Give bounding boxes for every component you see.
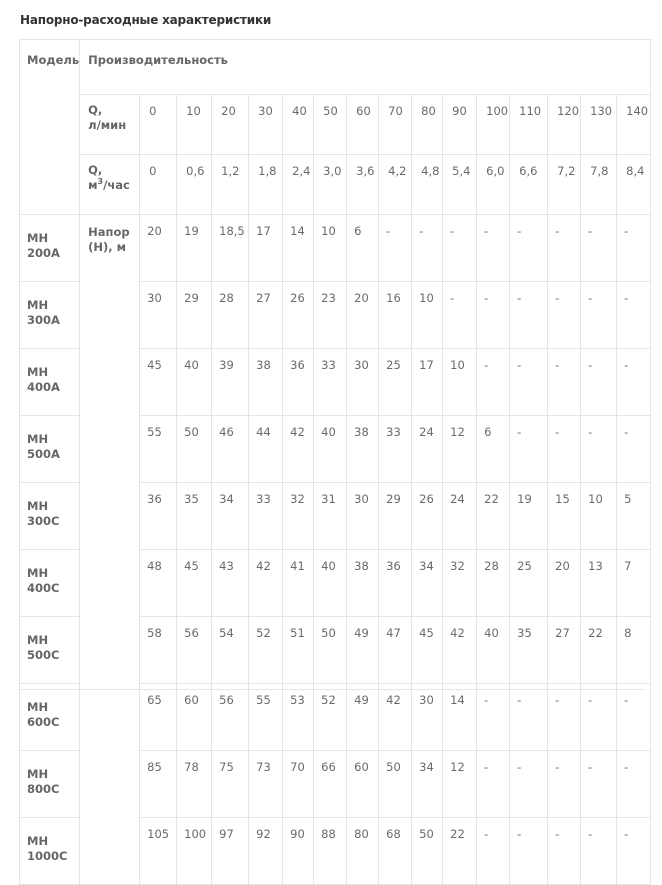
head-value-cell: 20 <box>140 215 177 282</box>
head-value-cell: 40 <box>477 617 510 684</box>
head-value-cell: 36 <box>140 483 177 550</box>
head-value-cell: 54 <box>212 617 249 684</box>
head-value-cell: 30 <box>412 684 443 751</box>
head-value-cell: - <box>510 818 548 885</box>
head-value-cell: 6 <box>477 416 510 483</box>
head-value-cell: 44 <box>249 416 283 483</box>
head-value-cell: - <box>510 349 548 416</box>
head-value-cell: - <box>581 751 617 818</box>
table-bottom-border <box>19 689 645 690</box>
head-value-cell: 10 <box>412 282 443 349</box>
head-value-cell: - <box>617 416 651 483</box>
head-value-cell: 34 <box>412 751 443 818</box>
head-value-cell: 22 <box>477 483 510 550</box>
head-value-cell: - <box>581 416 617 483</box>
head-value-cell: 32 <box>443 550 477 617</box>
head-value-cell: 17 <box>412 349 443 416</box>
model-name-prefix: MH <box>27 231 49 245</box>
flow-lmin-cell: 80 <box>412 95 443 155</box>
flow-lmin-cell: 90 <box>443 95 477 155</box>
flow-lmin-row <box>20 95 651 155</box>
flow-lmin-cell: 140 <box>617 95 651 155</box>
performance-table <box>19 39 651 885</box>
head-value-cell: 60 <box>177 684 212 751</box>
head-value-cell: 60 <box>347 751 379 818</box>
head-value-cell: 58 <box>140 617 177 684</box>
head-value-cell: 52 <box>249 617 283 684</box>
head-value-cell: 28 <box>477 550 510 617</box>
head-value-cell: - <box>443 215 477 282</box>
head-value-cell: 30 <box>347 349 379 416</box>
head-label-text: Напор <box>88 225 130 239</box>
flow-lmin-cell: 30 <box>249 95 283 155</box>
model-name-prefix: MH <box>27 834 49 848</box>
flow-m3h-cell: 5,4 <box>443 155 477 215</box>
head-value-cell: - <box>443 282 477 349</box>
head-value-cell: 55 <box>249 684 283 751</box>
head-value-cell: - <box>510 751 548 818</box>
head-value-cell: - <box>412 215 443 282</box>
head-value-cell: 31 <box>314 483 347 550</box>
head-value-cell: 22 <box>581 617 617 684</box>
head-value-cell: 51 <box>283 617 314 684</box>
head-value-cell: 35 <box>510 617 548 684</box>
head-value-cell: - <box>477 215 510 282</box>
head-value-cell: 56 <box>212 684 249 751</box>
head-value-cell: - <box>581 282 617 349</box>
head-value-cell: - <box>581 818 617 885</box>
head-value-cell: 5 <box>617 483 651 550</box>
head-value-cell: 38 <box>347 550 379 617</box>
head-label-cell <box>80 215 140 885</box>
head-value-cell: - <box>548 416 581 483</box>
head-value-cell: 23 <box>314 282 347 349</box>
head-value-cell: 49 <box>347 617 379 684</box>
flow-lmin-cell: 60 <box>347 95 379 155</box>
head-value-cell: 25 <box>510 550 548 617</box>
head-value-cell: 97 <box>212 818 249 885</box>
model-cell <box>20 483 80 550</box>
head-value-cell: 70 <box>283 751 314 818</box>
flow-lmin-label-unit: л/мин <box>88 118 127 132</box>
head-value-cell: 45 <box>140 349 177 416</box>
head-value-cell: - <box>617 282 651 349</box>
flow-m3h-cell: 7,8 <box>581 155 617 215</box>
head-value-cell: 27 <box>548 617 581 684</box>
model-cell <box>20 550 80 617</box>
head-value-cell: 17 <box>249 215 283 282</box>
head-value-cell: 14 <box>283 215 314 282</box>
flow-m3h-cell: 6,0 <box>477 155 510 215</box>
flow-lmin-cell: 0 <box>140 95 177 155</box>
head-value-cell: 45 <box>412 617 443 684</box>
head-value-cell: 19 <box>177 215 212 282</box>
head-value-cell: 15 <box>548 483 581 550</box>
head-value-cell: 90 <box>283 818 314 885</box>
head-value-cell: 85 <box>140 751 177 818</box>
head-value-cell: 80 <box>347 818 379 885</box>
head-value-cell: 46 <box>212 416 249 483</box>
flow-m3h-cell: 7,2 <box>548 155 581 215</box>
head-value-cell: 16 <box>379 282 412 349</box>
table-row <box>20 215 651 282</box>
head-value-cell: - <box>581 684 617 751</box>
head-value-cell: 35 <box>177 483 212 550</box>
model-name-prefix: MH <box>27 633 49 647</box>
head-value-cell: - <box>617 215 651 282</box>
flow-lmin-cell: 130 <box>581 95 617 155</box>
head-value-cell: - <box>617 349 651 416</box>
model-name-prefix: MH <box>27 432 49 446</box>
head-value-cell: - <box>548 751 581 818</box>
head-value-cell: 26 <box>412 483 443 550</box>
model-name-code: 800C <box>27 782 60 796</box>
model-name-prefix: MH <box>27 700 49 714</box>
flow-m3h-row <box>20 155 651 215</box>
head-value-cell: 92 <box>249 818 283 885</box>
head-value-cell: 42 <box>249 550 283 617</box>
model-name-prefix: MH <box>27 566 49 580</box>
model-cell <box>20 349 80 416</box>
head-value-cell: 75 <box>212 751 249 818</box>
head-value-cell: 42 <box>379 684 412 751</box>
flow-m3h-cell: 1,8 <box>249 155 283 215</box>
model-name-code: 1000C <box>27 849 68 863</box>
flow-lmin-cell: 50 <box>314 95 347 155</box>
head-value-cell: 20 <box>548 550 581 617</box>
head-value-cell: 66 <box>314 751 347 818</box>
head-value-cell: 33 <box>379 416 412 483</box>
head-value-cell: 10 <box>314 215 347 282</box>
head-value-cell: 68 <box>379 818 412 885</box>
head-value-cell: 24 <box>412 416 443 483</box>
head-value-cell: - <box>379 215 412 282</box>
header-row <box>20 40 651 95</box>
head-value-cell: - <box>510 282 548 349</box>
head-value-cell: 36 <box>379 550 412 617</box>
head-value-cell: 48 <box>140 550 177 617</box>
model-name-prefix: MH <box>27 298 49 312</box>
head-value-cell: 20 <box>347 282 379 349</box>
head-value-cell: 29 <box>379 483 412 550</box>
head-value-cell: 34 <box>412 550 443 617</box>
head-value-cell: 42 <box>443 617 477 684</box>
flow-lmin-label-q: Q, <box>88 103 103 117</box>
head-value-cell: 7 <box>617 550 651 617</box>
head-value-cell: 14 <box>443 684 477 751</box>
head-value-cell: - <box>617 684 651 751</box>
head-value-cell: 18,5 <box>212 215 249 282</box>
head-value-cell: 38 <box>347 416 379 483</box>
head-value-cell: 88 <box>314 818 347 885</box>
head-value-cell: - <box>510 215 548 282</box>
head-value-cell: 40 <box>314 416 347 483</box>
head-value-cell: 45 <box>177 550 212 617</box>
flow-m3h-cell: 0 <box>140 155 177 215</box>
head-value-cell: - <box>510 416 548 483</box>
head-value-cell: 40 <box>177 349 212 416</box>
model-cell <box>20 818 80 885</box>
model-name-prefix: MH <box>27 499 49 513</box>
performance-header: Производительность <box>80 40 651 95</box>
head-value-cell: 55 <box>140 416 177 483</box>
head-value-cell: 40 <box>314 550 347 617</box>
model-name-prefix: MH <box>27 365 49 379</box>
model-cell <box>20 684 80 751</box>
head-value-cell: 33 <box>314 349 347 416</box>
head-value-cell: - <box>617 751 651 818</box>
head-value-cell: 29 <box>177 282 212 349</box>
head-value-cell: - <box>477 349 510 416</box>
head-value-cell: 34 <box>212 483 249 550</box>
head-value-cell: - <box>548 684 581 751</box>
head-label-unit: (H), м <box>88 240 127 254</box>
head-value-cell: 32 <box>283 483 314 550</box>
flow-lmin-cell: 110 <box>510 95 548 155</box>
head-value-cell: - <box>510 684 548 751</box>
head-value-cell: - <box>617 818 651 885</box>
flow-m3h-cell: 2,4 <box>283 155 314 215</box>
flow-m3h-cell: 4,8 <box>412 155 443 215</box>
head-value-cell: 13 <box>581 550 617 617</box>
model-name-code: 400A <box>27 380 60 394</box>
head-value-cell: 33 <box>249 483 283 550</box>
flow-m3h-label <box>80 155 140 215</box>
head-value-cell: 42 <box>283 416 314 483</box>
flow-m3h-cell: 3,0 <box>314 155 347 215</box>
model-cell <box>20 751 80 818</box>
head-value-cell: - <box>477 684 510 751</box>
head-value-cell: - <box>581 349 617 416</box>
head-value-cell: 36 <box>283 349 314 416</box>
head-value-cell: - <box>477 818 510 885</box>
head-value-cell: - <box>477 751 510 818</box>
head-value-cell: 50 <box>177 416 212 483</box>
flow-lmin-cell: 100 <box>477 95 510 155</box>
flow-m3h-cell: 6,6 <box>510 155 548 215</box>
head-value-cell: - <box>548 818 581 885</box>
head-value-cell: 50 <box>412 818 443 885</box>
model-name-code: 300C <box>27 514 60 528</box>
model-name-code: 200A <box>27 246 60 260</box>
flow-lmin-cell: 10 <box>177 95 212 155</box>
head-value-cell: 27 <box>249 282 283 349</box>
flow-m3h-label-q: Q, <box>88 163 103 177</box>
head-value-cell: 65 <box>140 684 177 751</box>
flow-lmin-cell: 70 <box>379 95 412 155</box>
model-name-prefix: MH <box>27 767 49 781</box>
model-cell <box>20 282 80 349</box>
head-value-cell: 47 <box>379 617 412 684</box>
flow-m3h-cell: 3,6 <box>347 155 379 215</box>
head-value-cell: 78 <box>177 751 212 818</box>
head-value-cell: 10 <box>581 483 617 550</box>
flow-lmin-cell: 40 <box>283 95 314 155</box>
model-name-code: 600C <box>27 715 60 729</box>
head-value-cell: 6 <box>347 215 379 282</box>
head-value-cell: 26 <box>283 282 314 349</box>
head-value-cell: 22 <box>443 818 477 885</box>
head-value-cell: - <box>548 282 581 349</box>
head-value-cell: 30 <box>347 483 379 550</box>
flow-m3h-label-sup: 3 <box>97 177 104 187</box>
head-value-cell: 49 <box>347 684 379 751</box>
head-value-cell: 38 <box>249 349 283 416</box>
head-value-cell: 52 <box>314 684 347 751</box>
head-value-cell: - <box>477 282 510 349</box>
head-value-cell: - <box>581 215 617 282</box>
head-value-cell: 12 <box>443 416 477 483</box>
model-cell <box>20 215 80 282</box>
head-value-cell: 43 <box>212 550 249 617</box>
flow-lmin-label <box>80 95 140 155</box>
model-name-code: 500A <box>27 447 60 461</box>
head-value-cell: 105 <box>140 818 177 885</box>
flow-m3h-label-unit: м <box>88 178 98 192</box>
head-value-cell: 28 <box>212 282 249 349</box>
flow-lmin-cell: 20 <box>212 95 249 155</box>
model-name-code: 300A <box>27 313 60 327</box>
flow-m3h-label-unit-end: /час <box>103 178 130 192</box>
flow-lmin-cell: 120 <box>548 95 581 155</box>
head-value-cell: 12 <box>443 751 477 818</box>
head-value-cell: - <box>548 349 581 416</box>
head-value-cell: - <box>548 215 581 282</box>
page-title: Напорно-расходные характеристики <box>20 13 272 27</box>
head-value-cell: 30 <box>140 282 177 349</box>
model-name-code: 400C <box>27 581 60 595</box>
head-value-cell: 39 <box>212 349 249 416</box>
head-value-cell: 56 <box>177 617 212 684</box>
head-value-cell: 8 <box>617 617 651 684</box>
head-value-cell: 50 <box>379 751 412 818</box>
model-header: Модель <box>20 40 80 215</box>
flow-m3h-cell: 4,2 <box>379 155 412 215</box>
head-value-cell: 100 <box>177 818 212 885</box>
flow-m3h-cell: 1,2 <box>212 155 249 215</box>
flow-m3h-cell: 8,4 <box>617 155 651 215</box>
head-value-cell: 24 <box>443 483 477 550</box>
head-value-cell: 25 <box>379 349 412 416</box>
model-cell <box>20 416 80 483</box>
head-value-cell: 50 <box>314 617 347 684</box>
flow-m3h-cell: 0,6 <box>177 155 212 215</box>
head-value-cell: 19 <box>510 483 548 550</box>
head-value-cell: 10 <box>443 349 477 416</box>
head-value-cell: 53 <box>283 684 314 751</box>
head-value-cell: 73 <box>249 751 283 818</box>
model-cell <box>20 617 80 684</box>
head-value-cell: 41 <box>283 550 314 617</box>
model-name-code: 500C <box>27 648 60 662</box>
